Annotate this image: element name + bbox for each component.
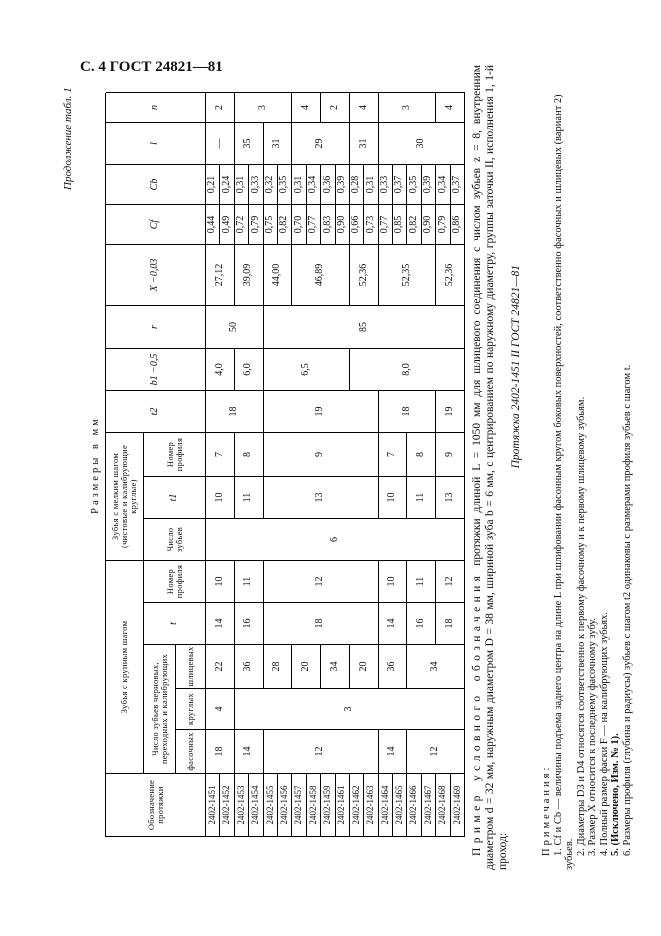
cell-t: 16: [235, 602, 264, 644]
cell-designation: 2402-1462: [350, 773, 364, 836]
cell-l: 31: [350, 122, 379, 164]
cell-profile-no-fine: 7: [206, 432, 235, 476]
cell-spline: 36: [235, 644, 264, 688]
cell-Cf: 0,77: [307, 204, 321, 244]
cell-chamfer: 14: [379, 729, 408, 773]
cell-designation: 2402-1469: [451, 773, 465, 836]
cell-profile-no-fine: 9: [264, 432, 379, 476]
cell-t: 14: [379, 602, 408, 644]
cell-spline: 22: [206, 644, 235, 688]
cell-Cb: 0,28: [350, 164, 364, 204]
cell-designation: 2402-1464: [379, 773, 393, 836]
example-designation: Протяжка 2402-1451 II ГОСТ 24821—81: [510, 265, 522, 469]
header-designation: Обозначение протяжки: [106, 773, 206, 836]
cell-designation: 2402-1461: [336, 773, 350, 836]
cell-Cb: 0,37: [393, 164, 407, 204]
header-t1: t1: [144, 476, 206, 518]
cell-X: 39,09: [235, 244, 264, 305]
cell-t: 18: [264, 602, 379, 644]
cell-profile-no-fine: 9: [436, 432, 465, 476]
header-t: t: [144, 602, 206, 644]
cell-Cf: 0,75: [264, 204, 278, 244]
cell-Cf: 0,49: [220, 204, 234, 244]
header-coarse-count: Число зубьев черновых, переходных и калибрующих: [144, 644, 176, 773]
cell-teeth-count: 6: [206, 518, 465, 560]
cell-designation: 2402-1465: [393, 773, 407, 836]
cell-profile-no: 11: [235, 560, 264, 602]
cell-spline: 28: [264, 644, 293, 688]
cell-n: 2: [321, 92, 350, 122]
cell-b1: 6,0: [235, 348, 264, 390]
cell-Cf: 0,70: [292, 204, 306, 244]
cell-b1: 4,0: [206, 348, 235, 390]
cell-t1: 11: [235, 476, 264, 518]
cell-Cb: 0,34: [436, 164, 450, 204]
cell-designation: 2402-1455: [264, 773, 278, 836]
cell-Cb: 0,33: [249, 164, 263, 204]
cell-r: 50: [206, 305, 264, 348]
cell-l: —: [206, 122, 235, 164]
cell-Cf: 0,79: [436, 204, 450, 244]
cell-Cb: 0,37: [451, 164, 465, 204]
cell-designation: 2402-1466: [407, 773, 421, 836]
cell-Cf: 0,82: [407, 204, 421, 244]
example-text: протяжки длиной L = 1050 мм для шлицевого соединения с числом зубьев z = 8, внутренним диаметром d = 32 мм, наружным диаметром D = 38 мм, шириной зуба b = 6 мм, с центрированием по наружному диаметру, группы заточки II, исполнения 1, 1-й проход:: [471, 65, 509, 870]
page-header: С. 4 ГОСТ 24821—81: [80, 59, 223, 75]
cell-profile-no: 12: [264, 560, 379, 602]
notes-title: Примечания:: [541, 764, 552, 856]
cell-Cf: 0,86: [451, 204, 465, 244]
cell-Cb: 0,32: [264, 164, 278, 204]
note-2: 2. Диаметры D3 и D4 относятся соответственно к первому фасочному и к первому шлицевому зубьям.: [575, 396, 587, 856]
cell-designation: 2402-1451: [206, 773, 220, 836]
cell-Cf: 0,66: [350, 204, 364, 244]
cell-Cf: 0,44: [206, 204, 220, 244]
designation-example: [471, 65, 523, 870]
cell-t: 18: [436, 602, 465, 644]
cell-profile-no-fine: 7: [379, 432, 408, 476]
cell-t: 14: [206, 602, 235, 644]
header-cf: Cf: [106, 204, 206, 244]
cell-l: 30: [379, 122, 465, 164]
note-6: 6. Размеры профиля (глубина и радиусы) зубьев с шагом t2 одинаковы с размерами профиля зубьев с шагом t.: [621, 364, 633, 856]
cell-designation: 2402-1468: [436, 773, 450, 836]
header-profile-no: Номер профиля: [144, 560, 206, 602]
cell-Cb: 0,21: [206, 164, 220, 204]
header-n: n: [106, 92, 206, 122]
cell-profile-no: 12: [436, 560, 465, 602]
cell-spline: 20: [292, 644, 321, 688]
cell-Cf: 0,82: [278, 204, 292, 244]
cell-t: 16: [407, 602, 436, 644]
header-profile-no-fine: Номер профиля: [144, 432, 206, 476]
header-round: круглых: [176, 688, 206, 729]
cell-profile-no: 10: [379, 560, 408, 602]
cell-round: 4: [206, 688, 235, 729]
units-caption: Размеры в мм: [90, 416, 101, 514]
note-4: 4. Полный размер фаски F — на калибрующих зубьях.: [598, 612, 610, 856]
cell-Cf: 0,85: [393, 204, 407, 244]
cell-Cb: 0,35: [407, 164, 421, 204]
header-x: X −0,03: [106, 244, 206, 305]
cell-t1: 10: [379, 476, 408, 518]
cell-Cb: 0,39: [422, 164, 436, 204]
header-l: l: [106, 122, 206, 164]
cell-X: 52,36: [436, 244, 465, 305]
cell-Cb: 0,31: [235, 164, 249, 204]
cell-designation: 2402-1453: [235, 773, 249, 836]
header-r: r: [106, 305, 206, 348]
cell-Cb: 0,31: [364, 164, 378, 204]
cell-designation: 2402-1454: [249, 773, 263, 836]
cell-Cb: 0,33: [379, 164, 393, 204]
cell-Cf: 0,77: [379, 204, 393, 244]
cell-X: 44,00: [264, 244, 293, 305]
cell-X: 52,35: [379, 244, 437, 305]
cell-n: 4: [436, 92, 465, 122]
cell-designation: 2402-1463: [364, 773, 378, 836]
cell-Cb: 0,34: [307, 164, 321, 204]
cell-profile-no: 11: [407, 560, 436, 602]
cell-n: 3: [235, 92, 293, 122]
cell-designation: 2402-1456: [278, 773, 292, 836]
cell-designation: 2402-1467: [422, 773, 436, 836]
cell-l: 29: [292, 122, 350, 164]
header-b1: b1 −0,5: [106, 348, 206, 390]
cell-n: 4: [350, 92, 379, 122]
cell-t1: 10: [206, 476, 235, 518]
notes: [541, 65, 633, 870]
table-continuation-label: Продолжение табл. 1: [62, 87, 74, 190]
cell-designation: 2402-1459: [321, 773, 335, 836]
cell-Cf: 0,90: [422, 204, 436, 244]
cell-Cf: 0,72: [235, 204, 249, 244]
cell-t2: 18: [379, 390, 437, 432]
note-1: 1. Cf и Cb — величины подъема заднего центра на длине L при шлифовании фасонным кругом боковых поверхностей, соответственно фасочных и шлицевых (вариант 2) зубьев.: [552, 94, 575, 870]
cell-Cf: 0,79: [249, 204, 263, 244]
cell-l: 31: [264, 122, 293, 164]
cell-Cb: 0,36: [321, 164, 335, 204]
cell-t1: 11: [407, 476, 436, 518]
cell-t2: 19: [264, 390, 379, 432]
cell-designation: 2402-1452: [220, 773, 234, 836]
cell-n: 4: [292, 92, 321, 122]
example-lead: Пример условного обозначения: [471, 571, 483, 856]
cell-chamfer: 12: [264, 729, 379, 773]
cell-designation: 2402-1457: [292, 773, 306, 836]
header-fine-group: Зубья с мелким шагом (чистовые и калибрующие круглые): [106, 432, 144, 560]
cell-l: 35: [235, 122, 264, 164]
cell-n: 2: [206, 92, 235, 122]
cell-t2: 19: [436, 390, 465, 432]
cell-r: 85: [264, 305, 465, 348]
cell-chamfer: 18: [206, 729, 235, 773]
cell-Cb: 0,39: [336, 164, 350, 204]
header-t2: t2: [106, 390, 206, 432]
cell-Cb: 0,35: [278, 164, 292, 204]
cell-profile-no-fine: 8: [407, 432, 436, 476]
cell-spline: 20: [350, 644, 379, 688]
cell-X: 52,36: [350, 244, 379, 305]
note-3: 3. Размер X относится к последнему фасочному зубу.: [587, 617, 598, 856]
cell-profile-no-fine: 8: [235, 432, 264, 476]
cell-t1: 13: [264, 476, 379, 518]
cell-b1: 6,5: [264, 348, 350, 390]
cell-t2: 18: [206, 390, 264, 432]
rotated-page-content: [60, 60, 660, 880]
broach-dimensions-table: [105, 93, 465, 837]
cell-chamfer: 14: [235, 729, 264, 773]
cell-Cf: 0,90: [336, 204, 350, 244]
cell-spline: 34: [321, 644, 350, 688]
cell-profile-no: 10: [206, 560, 235, 602]
cell-X: 46,89: [292, 244, 350, 305]
cell-X: 27,12: [206, 244, 235, 305]
header-spline: шлицевых: [176, 644, 206, 688]
cell-round: 3: [235, 688, 465, 729]
cell-spline: 34: [407, 644, 465, 688]
cell-n: 3: [379, 92, 437, 122]
cell-spline: 36: [379, 644, 408, 688]
cell-designation: 2402-1458: [307, 773, 321, 836]
cell-t1: 13: [436, 476, 465, 518]
cell-b1: 8,0: [350, 348, 465, 390]
cell-Cb: 0,24: [220, 164, 234, 204]
cell-Cf: 0,73: [364, 204, 378, 244]
header-coarse-group: Зубья с крупным шагом: [106, 560, 144, 773]
cell-Cf: 0,83: [321, 204, 335, 244]
header-chamfer: фасочных: [176, 729, 206, 773]
header-teeth-count: Число зубьев: [144, 518, 206, 560]
note-5: 5. (Исключено, Изм. № 1).: [610, 733, 621, 856]
cell-chamfer: 12: [407, 729, 465, 773]
header-cb: Cb: [106, 164, 206, 204]
cell-Cb: 0,31: [292, 164, 306, 204]
